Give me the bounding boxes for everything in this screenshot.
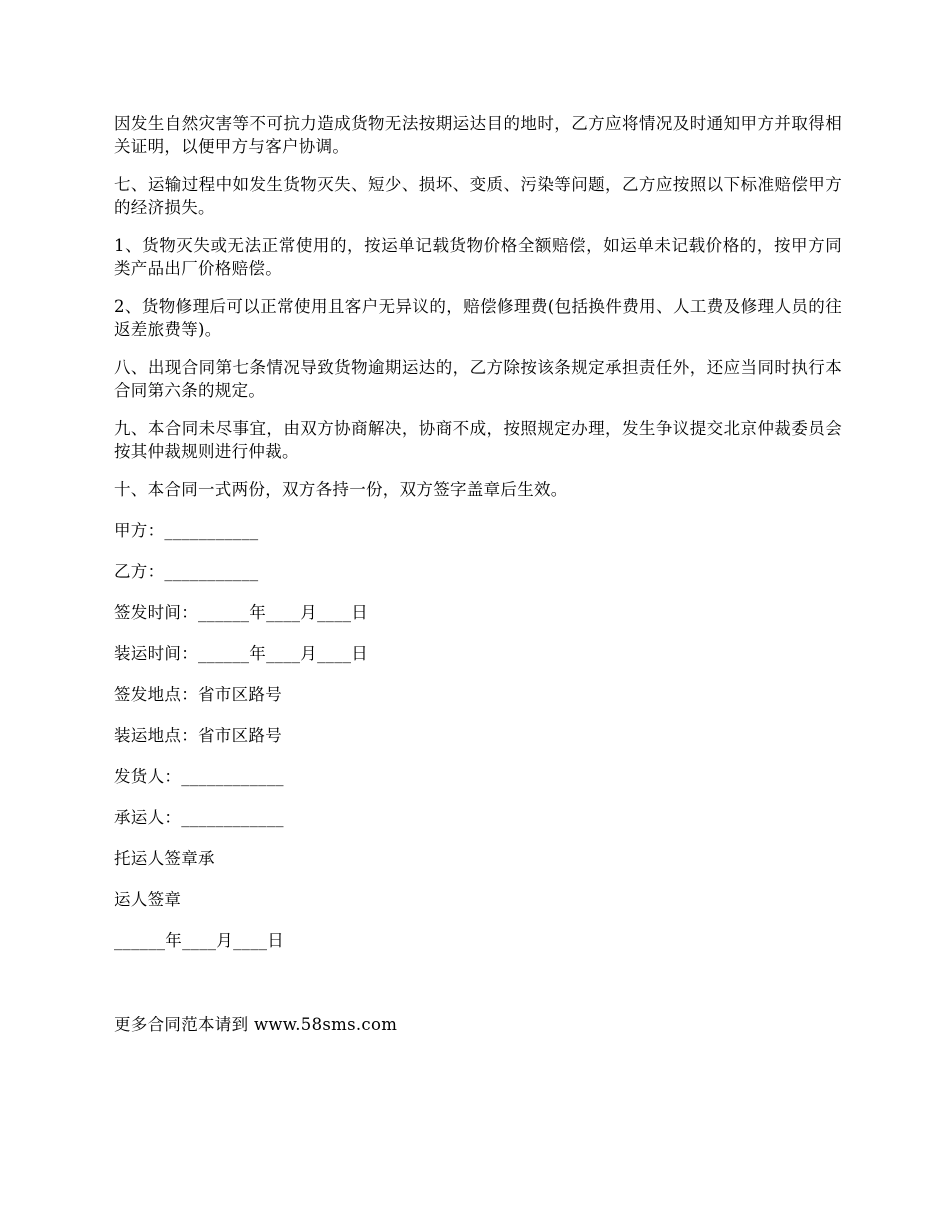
issue-time-line: 签发时间：______年____月____日 (114, 603, 369, 622)
date-line: ______年____月____日 (114, 931, 285, 950)
party-b-line: 乙方：___________ (114, 562, 259, 581)
issue-place-line: 签发地点：省市区路号 (114, 685, 282, 704)
paragraph-clause-7: 七、运输过程中如发生货物灭失、短少、损坏、变质、污染等问题，乙方应按照以下标准赔偿甲方的经济损失。 (114, 175, 842, 217)
party-a-line: 甲方：___________ (114, 521, 259, 540)
paragraph-force-majeure: 因发生自然灾害等不可抗力造成货物无法按期运达目的地时，乙方应将情况及时通知甲方并取得相关证明，以便甲方与客户协调。 (114, 114, 842, 156)
paragraph-clause-7-item-1: 1、货物灭失或无法正常使用的，按运单记载货物价格全额赔偿，如运单未记载价格的，按甲方同类产品出厂价格赔偿。 (114, 236, 842, 278)
loading-place-line: 装运地点：省市区路号 (114, 726, 282, 745)
paragraph-clause-8: 八、出现合同第七条情况导致货物逾期运达的，乙方除按该条规定承担责任外，还应当同时执行本合同第六条的规定。 (114, 358, 842, 400)
loading-time-line: 装运时间：______年____月____日 (114, 644, 369, 663)
signature-line-1: 托运人签章承 (114, 849, 215, 868)
signature-line-2: 运人签章 (114, 890, 182, 909)
document-body (114, 112, 842, 970)
carrier-line: 承运人：____________ (114, 808, 284, 827)
shipper-line: 发货人：____________ (114, 767, 284, 786)
paragraph-clause-7-item-2: 2、货物修理后可以正常使用且客户无异议的，赔偿修理费(包括换件费用、人工费及修理人员的往返差旅费等)。 (114, 297, 842, 339)
paragraph-clause-9: 九、本合同未尽事宜，由双方协商解决，协商不成，按照规定办理，发生争议提交北京仲裁委员会按其仲裁规则进行仲裁。 (114, 419, 842, 461)
paragraph-clause-10: 十、本合同一式两份，双方各持一份，双方签字盖章后生效。 (114, 480, 568, 499)
footer-text: 更多合同范本请到 www.58sms.com (114, 1015, 398, 1034)
